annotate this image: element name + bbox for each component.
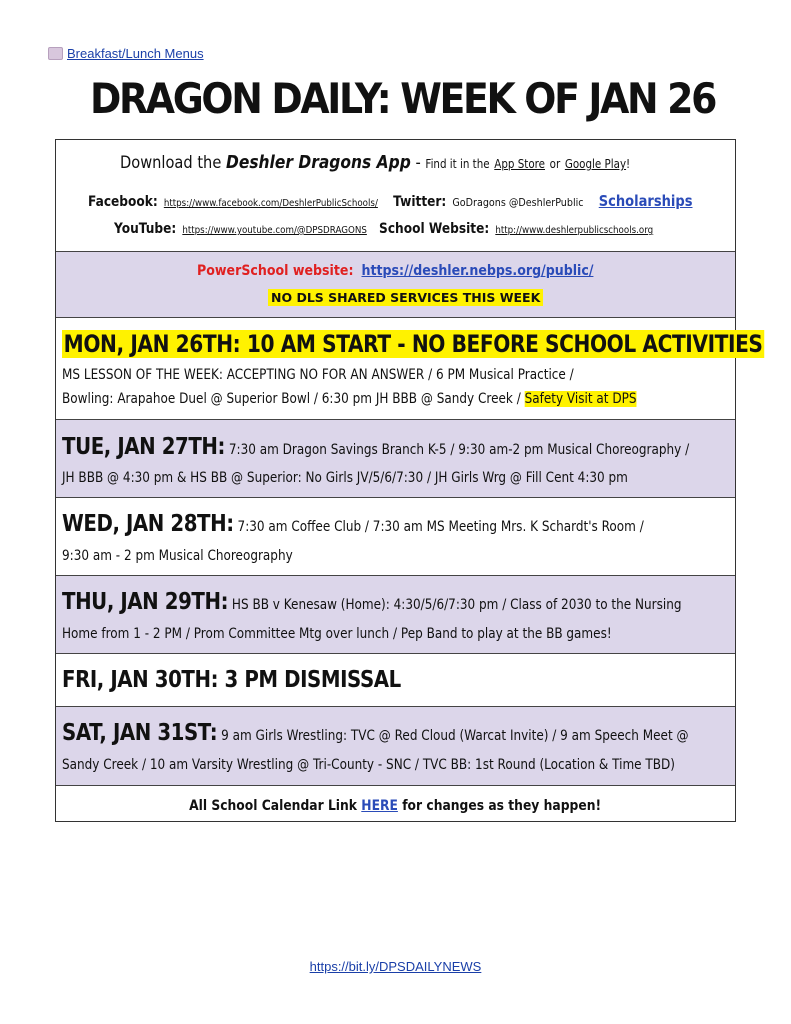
wednesday-title: WED, JAN 28TH:	[62, 511, 234, 537]
powerschool-label: PowerSchool website:	[197, 263, 354, 279]
monday-title: MON, JAN 26TH: 10 AM START - NO BEFORE SCHOOL ACTIVITIES	[63, 330, 763, 358]
friday-title: FRI, JAN 30TH: 3 PM DISMISSAL	[62, 667, 401, 693]
calendar-row	[56, 795, 735, 814]
top-nav	[48, 46, 204, 61]
safety-visit-highlight: Safety Visit at DPS	[524, 391, 637, 407]
scholarships-link[interactable]: Scholarships	[598, 192, 693, 210]
menu-icon	[48, 47, 63, 60]
thursday-line-2: Home from 1 - 2 PM / Prom Committee Mtg over lunch / Pep Band to play at the BB games!	[62, 626, 612, 642]
tuesday-line-2: JH BBB @ 4:30 pm & HS BB @ Superior: No Girls JV/5/6/7:30 / JH Girls Wrg @ Fill Cent 4:30 pm	[62, 470, 628, 486]
monday-title-row	[62, 330, 764, 358]
friday-row	[62, 667, 401, 693]
saturday-title: SAT, JAN 31ST:	[62, 720, 218, 746]
tuesday-title: TUE, JAN 27TH:	[62, 434, 226, 460]
shared-services-notice: NO DLS SHARED SERVICES THIS WEEK	[268, 289, 543, 306]
tuesday-line-1: 7:30 am Dragon Savings Branch K-5 / 9:30 am-2 pm Musical Choreography /	[225, 442, 690, 458]
download-prefix: Download the	[120, 153, 222, 173]
thursday-row-1	[62, 589, 681, 615]
page-title: DRAGON DAILY: WEEK OF JAN 26	[90, 74, 716, 123]
saturday-line-2: Sandy Creek / 10 am Varsity Wrestling @ Tri-County - SNC / TVC BB: 1st Round (Location & Time TBD)	[62, 757, 675, 773]
day-monday	[56, 317, 763, 419]
thursday-title: THU, JAN 29TH:	[62, 589, 229, 615]
youtube-row	[114, 221, 653, 237]
social-row	[88, 192, 693, 210]
saturday-line-1: 9 am Girls Wrestling: TVC @ Red Cloud (Warcat Invite) / 9 am Speech Meet @	[217, 728, 689, 744]
bottom-link-row	[0, 959, 791, 974]
tuesday-row-1	[62, 434, 689, 460]
website-label: School Website:	[379, 221, 490, 237]
facebook-label: Facebook:	[88, 194, 158, 210]
dash: -	[410, 153, 426, 173]
day-friday	[56, 653, 735, 706]
menus-link[interactable]: Breakfast/Lunch Menus	[67, 46, 204, 61]
calendar-section	[56, 785, 735, 822]
day-tuesday	[56, 419, 735, 497]
day-saturday	[56, 706, 735, 785]
day-wednesday	[56, 497, 735, 575]
calendar-here-link[interactable]: HERE	[361, 798, 399, 814]
twitter-handle: GoDragons @DeshlerPublic	[452, 196, 584, 209]
calendar-suffix: for changes as they happen!	[398, 798, 602, 814]
excl: !	[626, 157, 631, 171]
twitter-label: Twitter:	[393, 194, 447, 210]
download-row	[120, 152, 630, 173]
monday-line-2-text: Bowling: Arapahoe Duel @ Superior Bowl / 6:30 pm JH BBB @ Sandy Creek /	[62, 391, 525, 407]
calendar-prefix: All School Calendar Link	[189, 798, 362, 814]
daily-news-link[interactable]: https://bit.ly/DPSDAILYNEWS	[309, 959, 482, 974]
newsletter-table	[55, 139, 763, 822]
monday-line-2	[62, 391, 637, 407]
day-thursday	[56, 575, 735, 653]
facebook-link[interactable]: https://www.facebook.com/DeshlerPublicSchools/	[163, 198, 378, 209]
powerschool-link[interactable]: https://deshler.nebps.org/public/	[361, 263, 594, 279]
website-link[interactable]: http://www.deshlerpublicschools.org	[495, 225, 654, 236]
app-store-link[interactable]: App Store	[494, 157, 546, 171]
or-text: or	[549, 157, 561, 171]
app-name: Deshler Dragons App	[225, 152, 411, 173]
wednesday-row-1	[62, 511, 644, 537]
saturday-row-1	[62, 720, 689, 746]
thursday-line-1: HS BB v Kenesaw (Home): 4:30/5/6/7:30 pm / Class of 2030 to the Nursing	[228, 597, 682, 613]
wednesday-line-2: 9:30 am - 2 pm Musical Choreography	[62, 548, 293, 564]
youtube-link[interactable]: https://www.youtube.com/@DPSDRAGONS	[182, 225, 367, 236]
powerschool-section	[56, 251, 735, 317]
powerschool-row	[56, 263, 735, 279]
youtube-label: YouTube:	[114, 221, 177, 237]
google-play-link[interactable]: Google Play	[564, 157, 627, 171]
find-text: Find it in the	[425, 157, 490, 171]
wednesday-line-1: 7:30 am Coffee Club / 7:30 am MS Meeting Mrs. K Schardt's Room /	[233, 519, 644, 535]
monday-line-1: MS LESSON OF THE WEEK: ACCEPTING NO FOR AN ANSWER / 6 PM Musical Practice /	[62, 367, 574, 383]
app-social-section	[56, 140, 735, 251]
